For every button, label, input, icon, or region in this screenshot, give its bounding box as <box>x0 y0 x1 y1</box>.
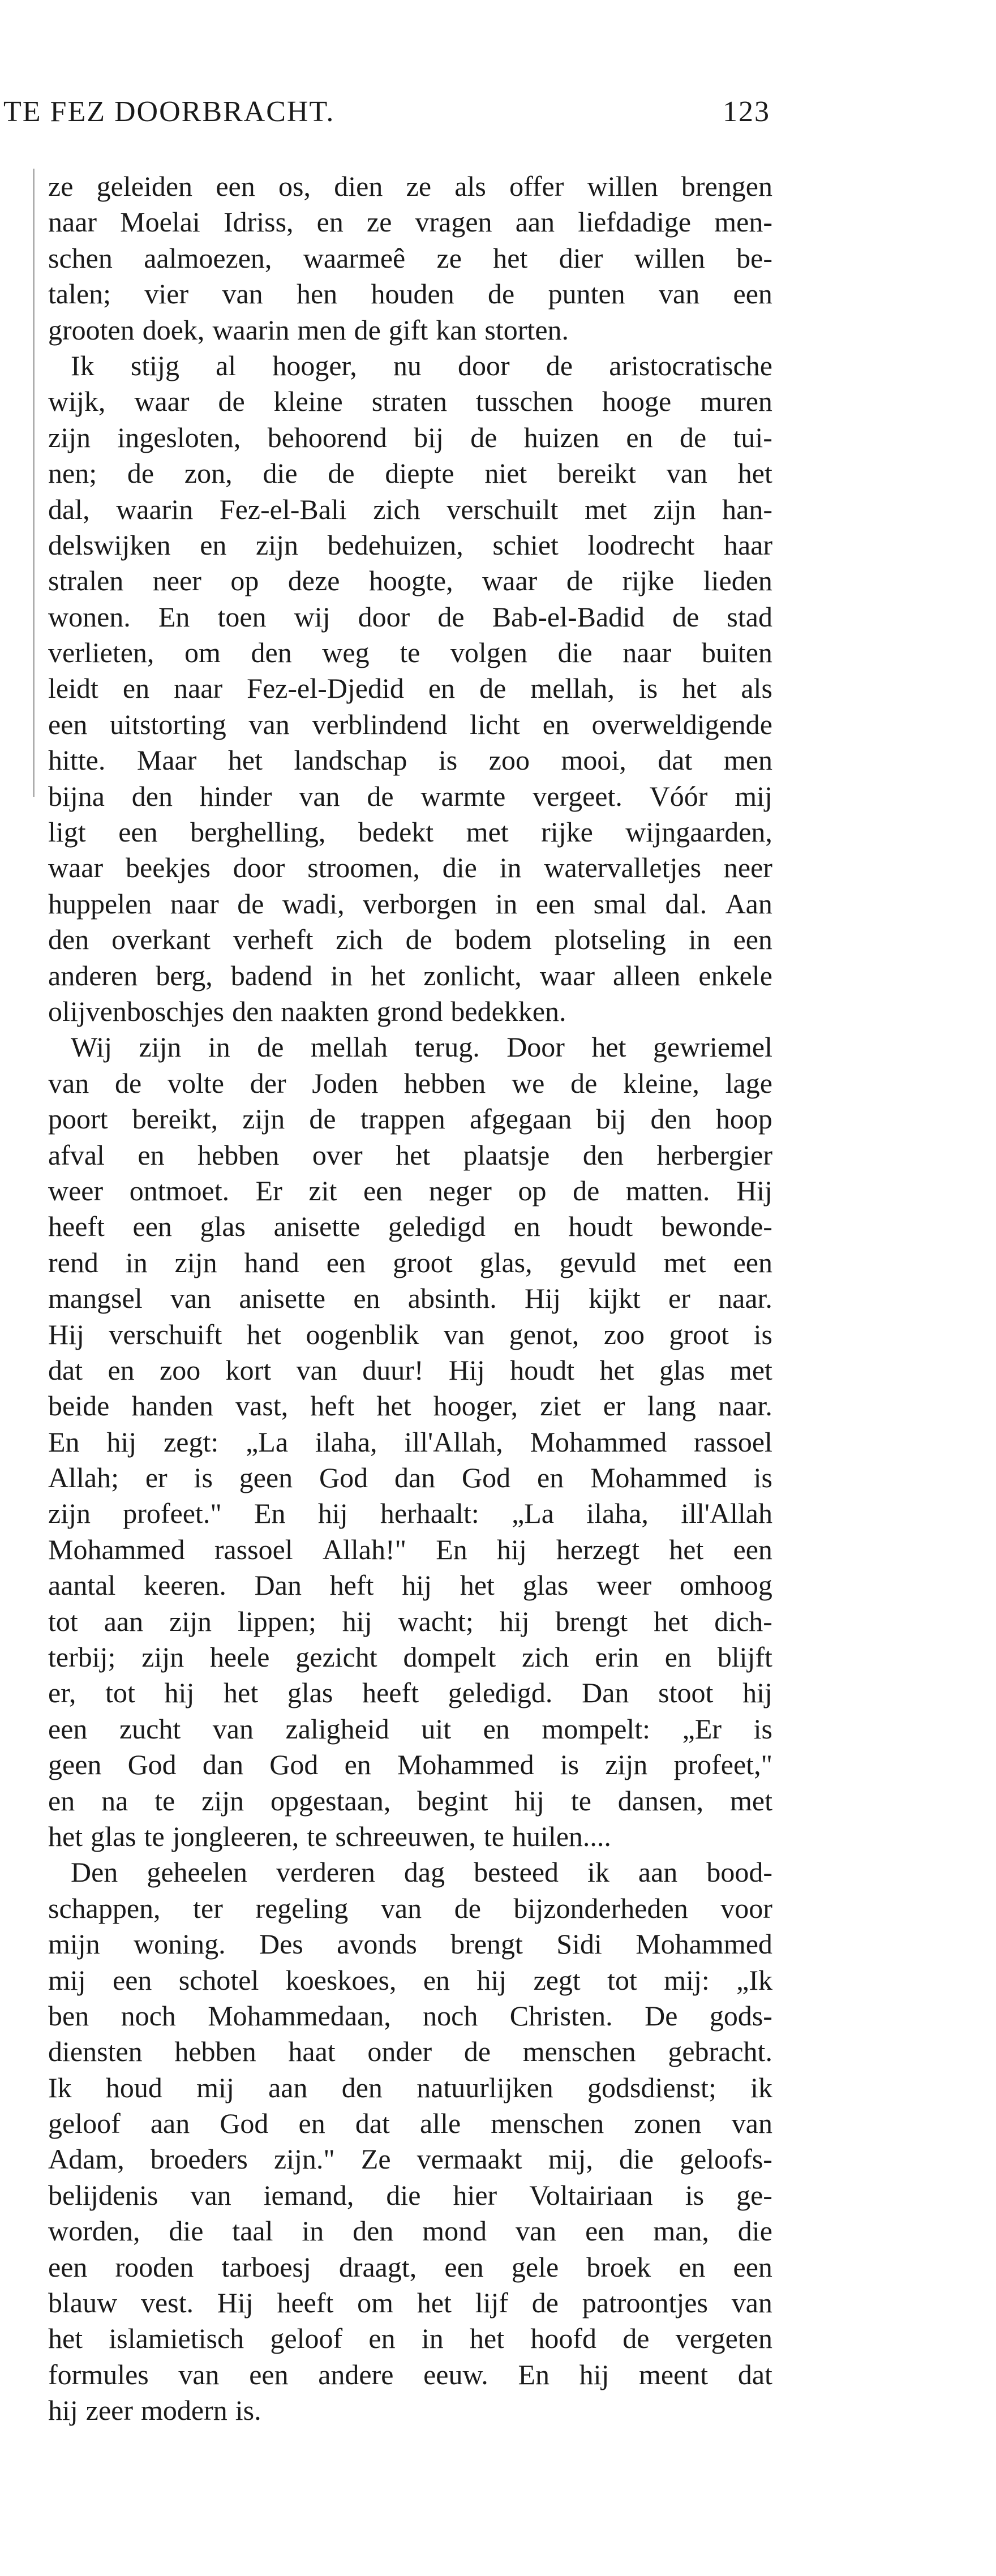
text-line: Ik houd mij aan den natuurlijken godsdienst; ik <box>48 2071 772 2103</box>
text-line: formules van een andere eeuw. En hij meent dat <box>48 2358 772 2390</box>
text-line: belijdenis van iemand, die hier Voltairiaan is ge- <box>48 2179 772 2211</box>
page-number: 123 <box>723 96 770 128</box>
text-line: hij zeer modern is. <box>48 2394 261 2427</box>
text-line: Mohammed rassoel Allah!" En hij herzegt het een <box>48 1533 772 1565</box>
text-line: terbij; zijn heele gezicht dompelt zich erin en blijft <box>48 1641 772 1673</box>
text-line: naar Moelai Idriss, en ze vragen aan liefdadige men- <box>48 206 772 238</box>
text-line: mij een schotel koeskoes, en hij zegt tot mij: „Ik <box>48 1964 772 1996</box>
text-line: grooten doek, waarin men de gift kan storten. <box>48 314 569 346</box>
text-line: bijna den hinder van de warmte vergeet. Vóór mij <box>48 780 772 812</box>
text-line: leidt en naar Fez-el-Djedid en de mellah, is het als <box>48 672 772 705</box>
paragraph <box>48 1854 772 2428</box>
text-line: beide handen vast, heft het hooger, ziet er lang naar. <box>48 1390 772 1422</box>
text-line: zijn profeet." En hij herhaalt: „La ilaha, ill'Allah <box>48 1497 772 1530</box>
text-line: en na te zijn opgestaan, begint hij te dansen, met <box>48 1784 772 1817</box>
text-line: stralen neer op deze hoogte, waar de rijke lieden <box>48 565 772 597</box>
text-line: talen; vier van hen houden de punten van een <box>48 278 772 310</box>
text-line: mangsel van anisette en absinth. Hij kijkt er naar. <box>48 1282 772 1315</box>
text-line: wijk, waar de kleine straten tusschen hooge muren <box>48 385 772 418</box>
text-line: verlieten, om den weg te volgen die naar buiten <box>48 637 772 669</box>
text-line: ze geleiden een os, dien ze als offer willen brengen <box>48 170 772 202</box>
text-line: Hij verschuift het oogenblik van genot, zoo groot is <box>48 1318 772 1350</box>
text-line: Allah; er is geen God dan God en Mohammed is <box>48 1462 772 1494</box>
running-head <box>3 95 770 128</box>
text-line: een rooden tarboesj draagt, een gele broek en een <box>48 2251 772 2283</box>
text-line: worden, die taal in den mond van een man, die <box>48 2215 772 2247</box>
text-line: blauw vest. Hij heeft om het lijf de patroontjes van <box>48 2287 772 2319</box>
text-line: waar beekjes door stroomen, die in watervalletjes neer <box>48 852 772 884</box>
text-line: huppelen naar de wadi, verborgen in een smal dal. Aan <box>48 887 772 920</box>
text-line: schappen, ter regeling van de bijzonderheden voor <box>48 1892 772 1924</box>
text-line: geen God dan God en Mohammed is zijn profeet," <box>48 1749 772 1781</box>
text-line: nen; de zon, die de diepte niet bereikt van het <box>48 457 772 490</box>
text-line: den overkant verheft zich de bodem plotseling in een <box>48 924 772 956</box>
text-line: delswijken en zijn bedehuizen, schiet loodrecht haar <box>48 529 772 561</box>
text-line: afval en hebben over het plaatsje den herbergier <box>48 1139 772 1171</box>
text-line: mijn woning. Des avonds brengt Sidi Mohammed <box>48 1928 772 1960</box>
text-line: rend in zijn hand een groot glas, gevuld met een <box>48 1246 772 1278</box>
text-line: olijvenboschjes den naakten grond bedekken. <box>48 995 566 1027</box>
body-text <box>48 169 772 2429</box>
text-line: van de volte der Joden hebben we de kleine, lage <box>48 1067 772 1099</box>
paragraph <box>48 348 772 1029</box>
paragraph <box>48 1029 772 1854</box>
running-title: TE FEZ DOORBRACHT. <box>3 96 335 128</box>
margin-rule <box>33 169 35 797</box>
text-line: anderen berg, badend in het zonlicht, waar alleen enkele <box>48 959 772 991</box>
text-line: Ik stijg al hooger, nu door de aristocratische <box>71 349 772 381</box>
text-line: heeft een glas anisette geledigd en houdt bewonde- <box>48 1210 772 1243</box>
text-line: schen aalmoezen, waarmeê ze het dier willen be- <box>48 242 772 274</box>
text-line: dal, waarin Fez-el-Bali zich verschuilt met zijn han- <box>48 493 772 525</box>
text-line: een uitstorting van verblindend licht en overweldigende <box>48 708 772 740</box>
text-line: het glas te jongleeren, te schreeuwen, te huilen.... <box>48 1820 611 1852</box>
text-line: poort bereikt, zijn de trappen afgegaan bij den hoop <box>48 1103 772 1135</box>
text-line: ligt een berghelling, bedekt met rijke wijngaarden, <box>48 816 772 848</box>
text-line: een zucht van zaligheid uit en mompelt: „Er is <box>48 1712 772 1745</box>
text-line: geloof aan God en dat alle menschen zonen van <box>48 2107 772 2140</box>
text-line: dat en zoo kort van duur! Hij houdt het glas met <box>48 1354 772 1386</box>
text-line: tot aan zijn lippen; hij wacht; hij brengt het dich- <box>48 1605 772 1637</box>
text-line: En hij zegt: „La ilaha, ill'Allah, Mohammed rassoel <box>48 1426 772 1458</box>
text-line: Adam, broeders zijn." Ze vermaakt mij, die geloofs- <box>48 2143 772 2175</box>
text-line: ben noch Mohammedaan, noch Christen. De gods- <box>48 1999 772 2032</box>
text-line: hitte. Maar het landschap is zoo mooi, dat men <box>48 744 772 776</box>
text-line: Wij zijn in de mellah terug. Door het gewriemel <box>71 1031 772 1063</box>
paragraph <box>48 169 772 348</box>
text-line: diensten hebben haat onder de menschen gebracht. <box>48 2036 772 2068</box>
text-line: Den geheelen verderen dag besteed ik aan bood- <box>71 1856 772 1888</box>
text-line: aantal keeren. Dan heft hij het glas weer omhoog <box>48 1569 772 1602</box>
text-line: het islamietisch geloof en in het hoofd de vergeten <box>48 2322 772 2355</box>
text-line: er, tot hij het glas heeft geledigd. Dan stoot hij <box>48 1677 772 1709</box>
text-line: wonen. En toen wij door de Bab-el-Badid de stad <box>48 600 772 633</box>
text-line: zijn ingesloten, behoorend bij de huizen en de tui- <box>48 421 772 453</box>
text-line: weer ontmoet. Er zit een neger op de matten. Hij <box>48 1174 772 1207</box>
